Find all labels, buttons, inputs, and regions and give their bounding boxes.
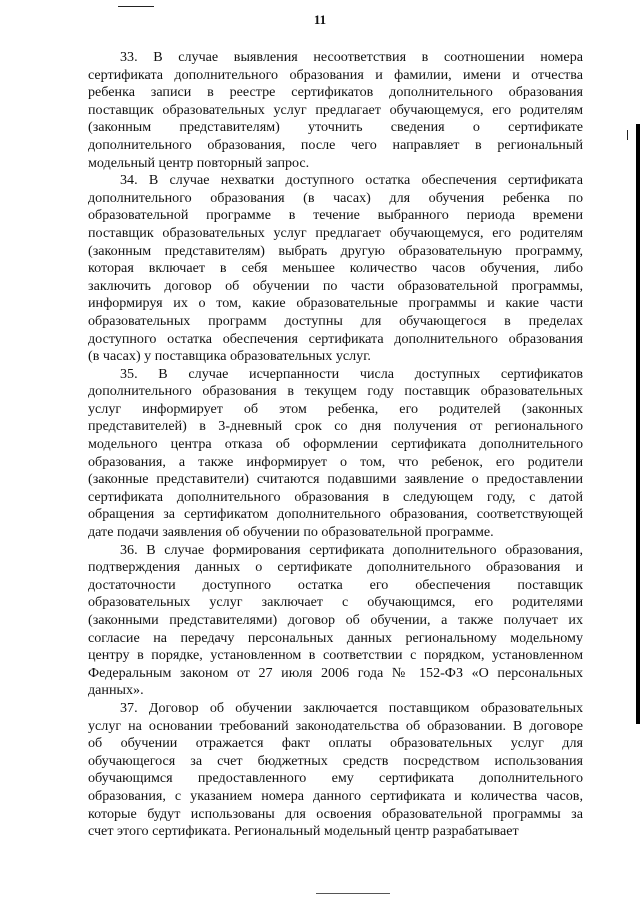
text-line: образовательных услуг заключает с обучающимся, его родителями [88,594,583,611]
text-line: ребенка записи в реестре сертификатов дополнительного образования [88,84,583,101]
text-line: которая включает в себя меньшее количество часов обучения, либо [88,260,583,277]
text-line: дополнительного образования, после чего направляет в региональный [88,136,583,153]
text-line: подтверждения данных о сертификате дополнительного образования и [88,559,583,576]
text-line: 34. В случае нехватки доступного остатка обеспечения сертификата [120,172,583,189]
top-rule [118,6,154,7]
text-line: дате подачи заявления об обучении по образовательной программе. [88,524,494,541]
paragraph-p33 [88,49,583,172]
page-number: 11 [313,12,327,27]
text-line: 37. Договор об обучении заключается поставщиком образовательных [120,699,583,716]
text-line: модельного центра отказа об оформлении сертификата дополнительного [88,436,583,453]
text-line: образовательных программ доступны для обучающегося в пределах [88,312,583,329]
text-line: данных». [88,682,144,699]
text-line: (в часах) у поставщика образовательных услуг. [88,348,371,365]
text-line: (законные представители) считаются подавшими заявление о предоставлении [88,471,583,488]
text-line: (законным представителям) выбрать другую образовательную программу, [88,242,583,259]
text-line: модельный центр повторный запрос. [88,154,310,171]
text-line: дополнительного образования в текущем году поставщик образовательных [88,383,583,400]
text-line: образовательной программе в течение выбранного периода времени [88,207,583,224]
paragraph-p36 [88,542,583,700]
text-line: достаточности доступного остатка его обеспечения поставщик [88,576,583,593]
scan-mark [627,130,628,140]
text-line: обучающегося за счет бюджетных средств посредством использования [88,752,583,769]
text-line: которые будут использованы для освоения образовательной программы за [88,805,583,822]
scan-edge [636,124,640,724]
text-line: счет этого сертификата. Региональный модельный центр разрабатывает [88,823,519,840]
text-line: (законными представителями) договор об обучении, а также получает их [88,612,583,628]
text-line: 35. В случае исчерпанности числа доступных сертификатов [120,365,583,382]
text-line: поставщик образовательных услуг предлагает обучающемуся, его родителям [88,101,583,118]
text-line: сертификата дополнительного образования и фамилии, имени и отчества [88,66,583,83]
text-line: представителей) в 3-дневный срок со дня получения от регионального [88,418,583,435]
text-line: 36. В случае формирования сертификата дополнительного образования, [120,541,583,558]
text-line: образования, а также информирует о том, что ребенок, его родители [88,453,583,470]
text-line: услуг на основании требований законодательства об образовании. В договоре [88,717,583,734]
text-line: (законным представителям) уточнить сведения о сертификате [88,119,583,136]
text-line: Федеральным законом от 27 июля 2006 года № 152-ФЗ «О персональных [88,664,583,681]
text-line: образования, с указанием номера данного сертификата и количества часов, [88,787,583,804]
text-line: согласие на передачу персональных данных региональному модельному [88,629,583,646]
paragraph-p34 [88,172,583,366]
text-line: обучающимся предоставленного ему сертификата дополнительного [88,770,583,787]
text-line: сертификата дополнительного образования в следующем году, с датой [88,488,583,505]
text-line: об обучении отражается факт оплаты образовательных услуг для [88,735,583,752]
document-body [88,49,583,841]
bottom-rule [316,893,390,894]
text-line: 33. В случае выявления несоответствия в соотношении номера [120,49,583,65]
text-line: обращения за сертификатом дополнительного образования, соответствующей [88,506,583,523]
text-line: доступного остатка обеспечения сертификата дополнительного образования [88,330,583,347]
text-line: заключить договор об обучении по части образовательной программы, [88,277,583,294]
paragraph-p35 [88,366,583,542]
paragraph-p37 [88,700,583,841]
text-line: центру в порядке, установленном в соответствии с порядком, установленном [88,647,583,664]
text-line: дополнительного образования (в часах) для обучения ребенка по [88,189,583,206]
text-line: поставщик образовательных услуг предлагает обучающемуся, его родителям [88,224,583,241]
text-line: информируя их о том, какие образовательные программы и какие части [88,295,583,312]
text-line: услуг информирует об этом ребенка, его родителей (законных [88,400,583,417]
